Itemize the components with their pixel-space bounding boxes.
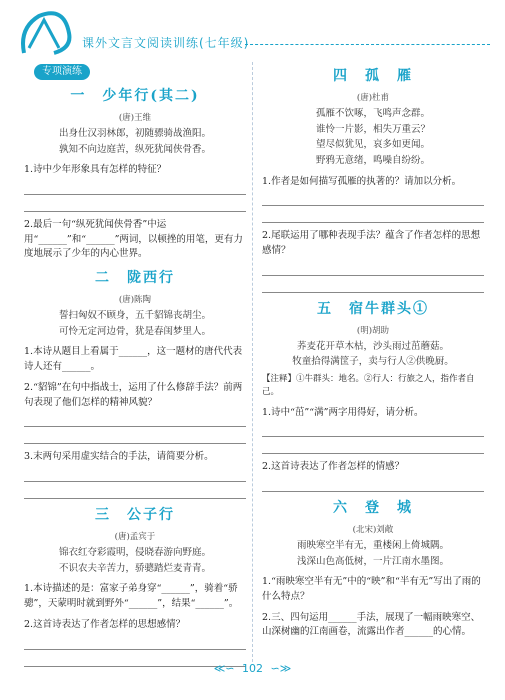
question: 2.三、四句运用______手法，展现了一幅雨映寒空、山深树幽的江南画卷，流露出作者______的心情。 <box>262 611 481 638</box>
question: 2.“貂锦”在句中指战士，运用了什么修辞手法？前两句表现了他们怎样的精神风貌？ <box>24 381 243 408</box>
left-ornament-icon: ≪∽ <box>213 662 235 675</box>
question: 3.末两句采用虚实结合的手法，请简要分析。 <box>24 451 214 463</box>
poem-line: 孤雁不饮啄，飞鸣声念群。 <box>315 107 430 119</box>
poem-block <box>262 66 484 293</box>
poem-title: 六 登 城 <box>333 499 413 516</box>
answer-line[interactable] <box>24 197 246 212</box>
question: 2.这首诗表达了作者怎样的思想感情？ <box>24 618 186 630</box>
answer-line[interactable] <box>262 261 484 276</box>
poem-line: 谁怜一片影，相失万重云？ <box>315 123 430 135</box>
poem-line: 誓扫匈奴不顾身，五千貂锦丧胡尘。 <box>58 310 211 322</box>
poem-author: (唐)陈陶 <box>118 294 152 305</box>
page-number: 102 <box>242 662 263 675</box>
poem-author: (明)胡助 <box>356 325 390 336</box>
poem-line: 孰知不向边庭苦，纵死犹闻侠骨香。 <box>58 143 211 155</box>
right-ornament-icon: ∽≫ <box>270 662 292 675</box>
poem-line: 望尽似犹见，哀多如更闻。 <box>315 139 430 151</box>
poem-line: 锦衣红夺彩霞明，侵晓春游向野庭。 <box>58 546 211 558</box>
poem-block <box>24 86 246 262</box>
poem-block <box>24 505 246 666</box>
answer-line[interactable] <box>262 422 484 437</box>
answer-line[interactable] <box>262 278 484 293</box>
question: 1.“雨映寒空半有无”中的“映”和“半有无”写出了雨的什么特点？ <box>262 576 481 602</box>
poem-line: 可怜无定河边骨，犹是春闺梦里人。 <box>58 325 211 337</box>
answer-line[interactable] <box>24 180 246 195</box>
poem-line: 牧童拾得满筐子，卖与行人②供晚厨。 <box>292 356 454 368</box>
answer-line[interactable] <box>24 429 246 444</box>
section-badge: 专项演练 <box>34 64 90 80</box>
answer-line[interactable] <box>262 477 484 492</box>
series-title: 课外文言文阅读训练(七年级) <box>82 36 250 50</box>
page-footer <box>0 662 505 675</box>
poem-author: (唐)杜甫 <box>356 92 390 103</box>
annotation-note: 【注释】①牛群头：地名。②行人：行旅之人，指作者自己。 <box>262 374 475 398</box>
question: 1.作者是如何描写孤雁的执著的？请加以分析。 <box>262 175 462 187</box>
answer-line[interactable] <box>24 412 246 427</box>
poem-author: (唐)王维 <box>118 112 152 123</box>
poem-title: 二 陇西行 <box>95 270 175 287</box>
header-divider <box>245 44 490 45</box>
poem-title: 五 宿牛群头① <box>317 300 429 317</box>
right-column <box>262 60 484 642</box>
poem-block <box>24 268 246 499</box>
poem-title: 三 公子行 <box>95 507 175 524</box>
poem-line: 不识农夫辛苦力，骄骢踏烂麦青青。 <box>58 562 211 574</box>
poem-author: (北宋)刘敞 <box>352 524 394 535</box>
series-logo-icon <box>14 8 74 58</box>
question: 1.本诗从题目上看属于______，这一题材的唐代代表诗人还有______。 <box>24 346 243 373</box>
answer-line[interactable] <box>262 439 484 454</box>
answer-line[interactable] <box>262 191 484 206</box>
answer-line[interactable] <box>24 635 246 650</box>
answer-line[interactable] <box>24 484 246 499</box>
column-divider <box>252 62 253 662</box>
page-header <box>0 0 505 58</box>
poem-title: 四 孤 雁 <box>333 68 413 84</box>
answer-line[interactable] <box>262 208 484 223</box>
question: 2.最后一句“纵死犹闻侠骨香”中运用“______”和“______”两词，以顿挫的用笔，更有力度地展示了少年的内心世界。 <box>24 219 243 260</box>
poem-line: 野鸦无意绪，鸣噪自纷纷。 <box>315 155 430 167</box>
question: 2.这首诗表达了作者怎样的情感？ <box>262 461 405 473</box>
poem-author: (唐)孟宾于 <box>114 531 156 542</box>
question: 1.诗中“茁”“满”两字用得好，请分析。 <box>262 406 424 418</box>
poem-block <box>262 299 484 492</box>
poem-line: 荞麦花开草木枯，沙头雨过茁蘑菇。 <box>296 340 449 352</box>
poem-title: 一 少年行(其二) <box>70 88 200 104</box>
question: 1.本诗描述的是：富家子弟身穿“______”，骑着“骄骢”，天蒙明时就到野外“______”，结果“______”。 <box>24 583 239 610</box>
poem-line: 出身仕汉羽林郎，初随骠骑战渔阳。 <box>58 127 211 139</box>
poem-line: 雨映寒空半有无，重楼闲上倚城隅。 <box>296 539 449 551</box>
question: 1.诗中少年形象具有怎样的特征？ <box>24 164 167 176</box>
left-column <box>24 80 246 669</box>
question: 2.尾联运用了哪种表现手法？蕴含了作者怎样的思想感情？ <box>262 230 481 257</box>
poem-line: 浅深山色高低树，一片江南水墨图。 <box>296 555 449 567</box>
poem-block <box>262 498 484 640</box>
answer-line[interactable] <box>24 467 246 482</box>
